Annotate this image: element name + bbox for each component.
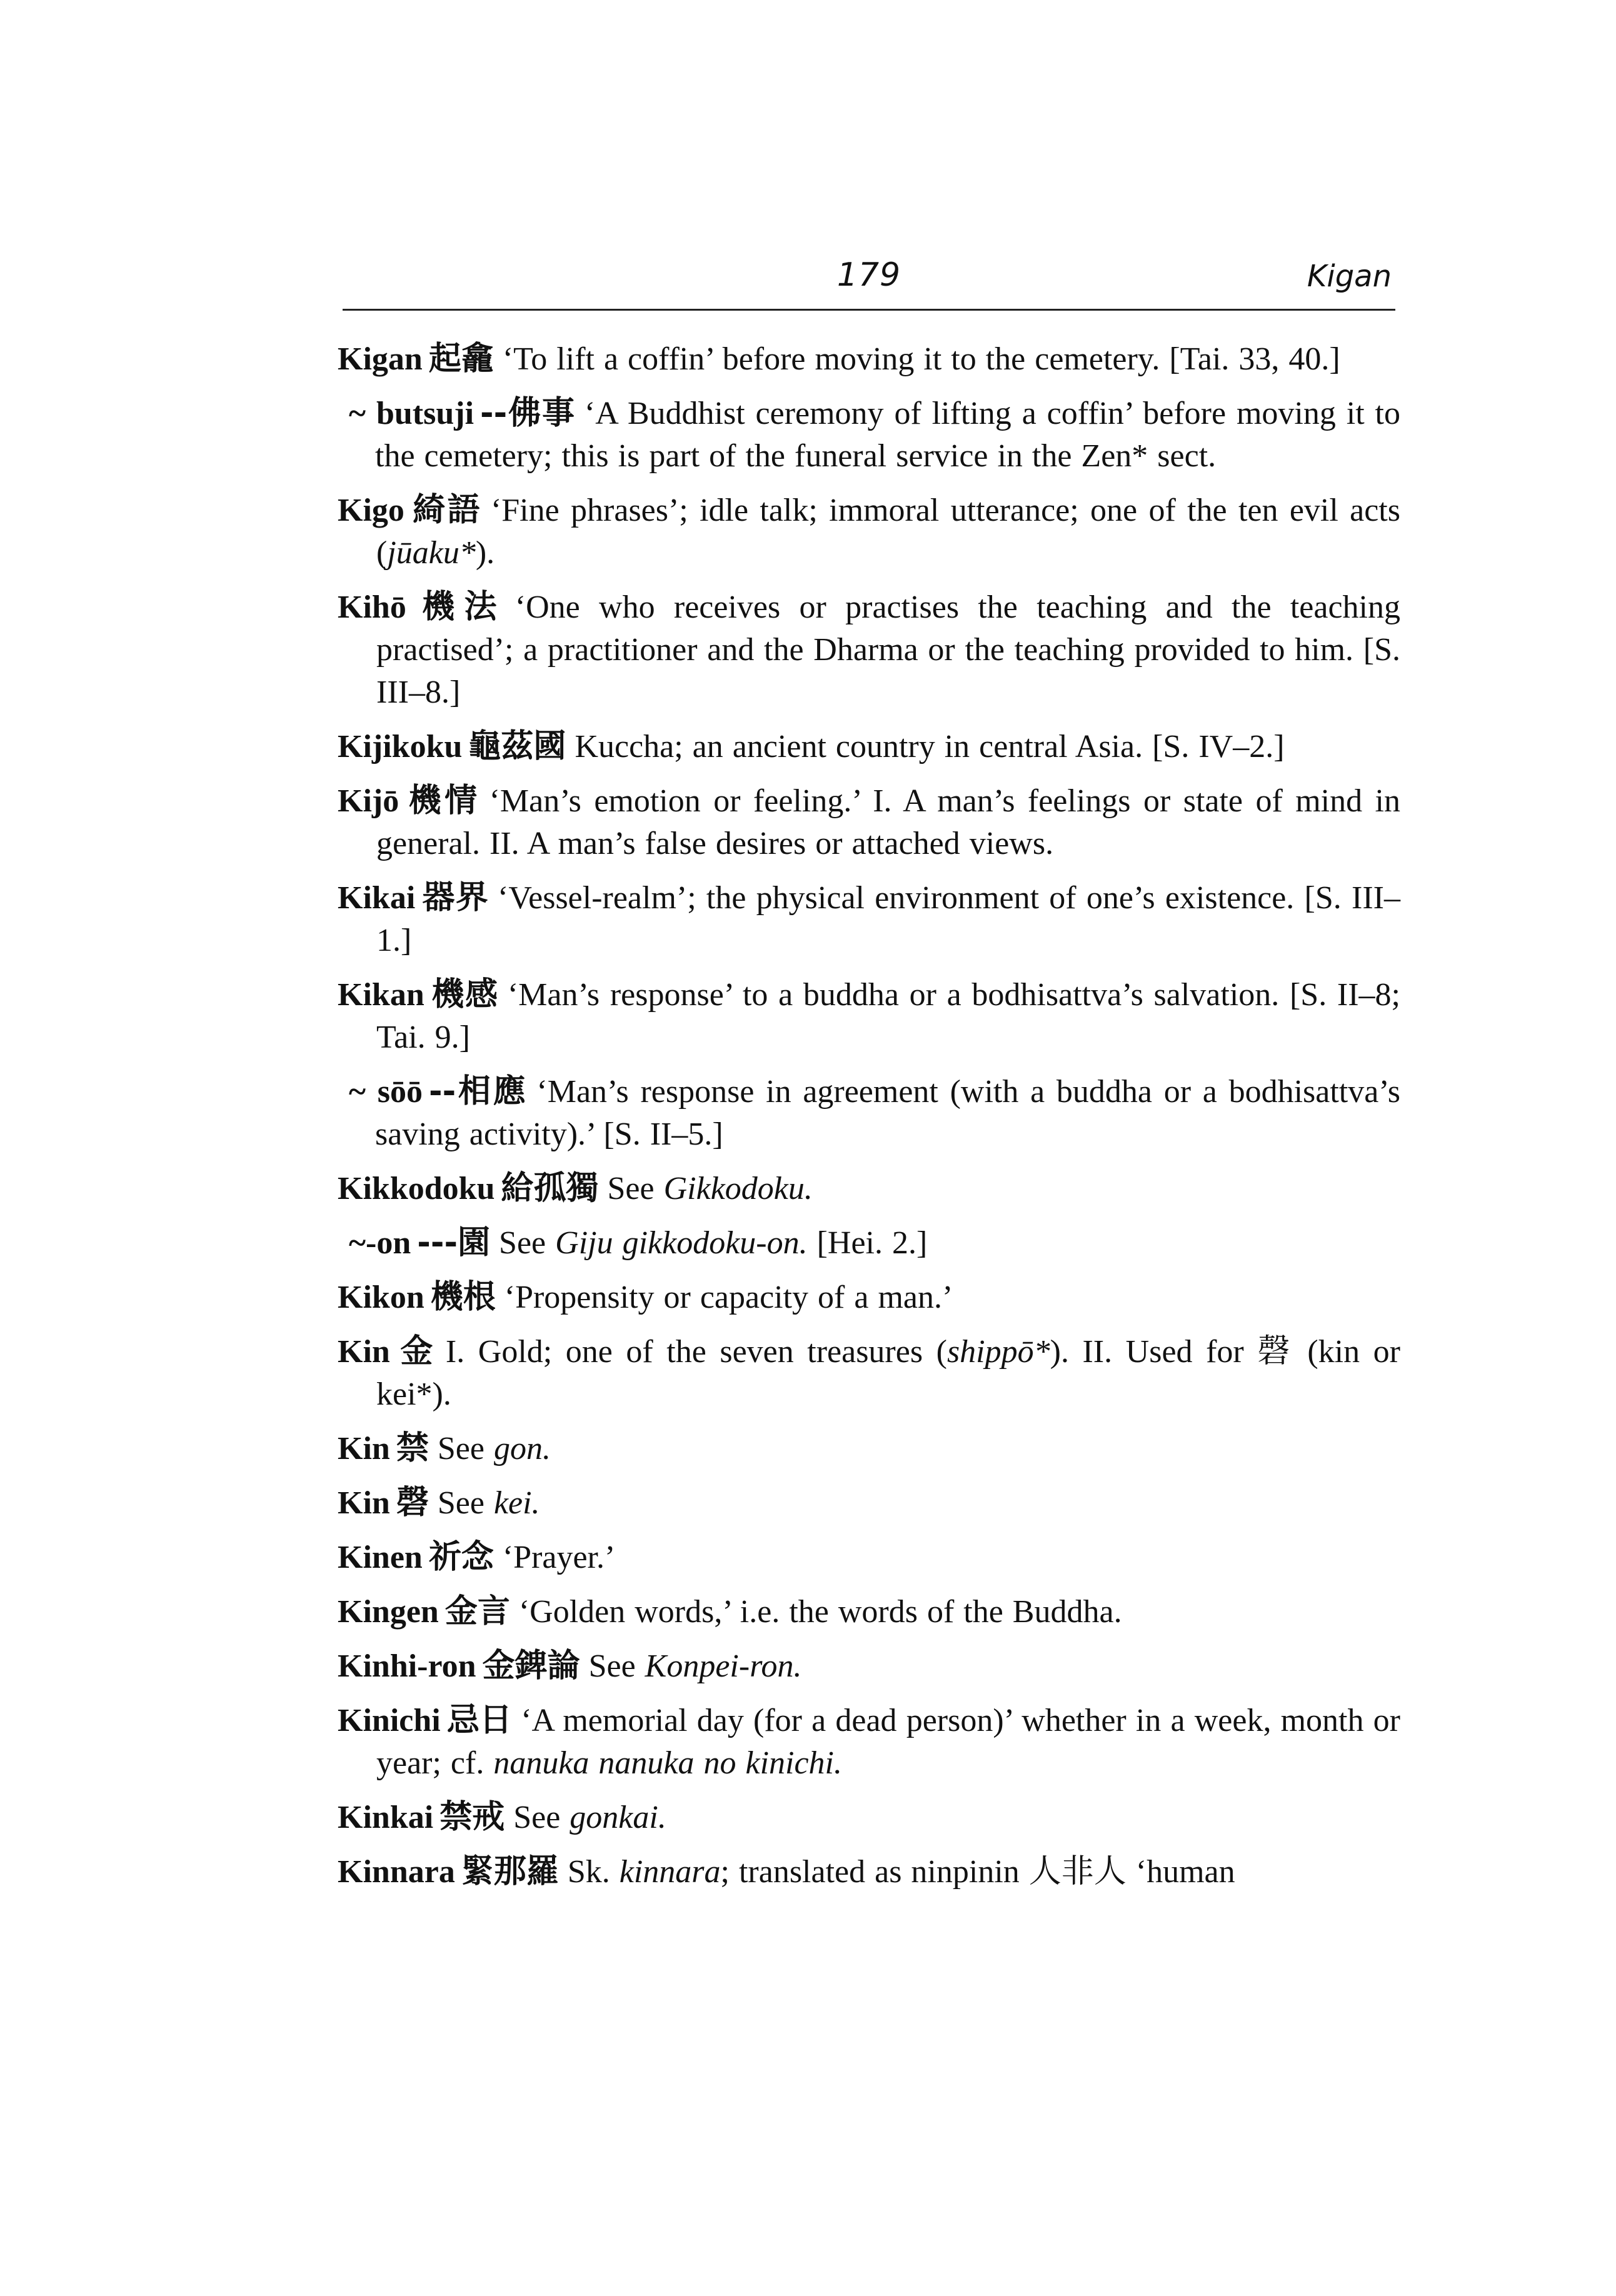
entry-definition-end: ). [475,535,495,571]
page-header [343,249,1395,318]
entry-definition: ‘Man’s response’ to a buddha or a bodhisattva’s salvation. [S. II–8; Tai. 9.] [376,977,1400,1055]
entry-definition: Sk. [567,1854,620,1890]
dictionary-entry [338,338,1400,381]
entry-italic: gonkai. [570,1800,666,1835]
entry-definition: See [499,1225,556,1261]
entry-definition: ‘Fine phrases’; idle talk; immoral utterance; one of the ten evil acts ( [376,493,1400,571]
entry-italic: kinnara [619,1854,721,1890]
entry-headword: Kikai [338,880,416,916]
entry-headword: Kin [338,1431,390,1466]
entry-headword: Kikon [338,1280,424,1315]
entry-definition: See [437,1485,494,1521]
entry-definition: Kuccha; an ancient country in central Asia. [S. IV–2.] [575,729,1285,764]
dictionary-entry [338,1330,1400,1416]
entry-headword: -on [366,1225,411,1261]
entry-italic: Giju gikkodoku-on. [555,1225,808,1261]
entry-headword: Kinhi-ron [338,1648,476,1684]
entry-kanji: 龜茲國 [468,728,566,765]
dictionary-entry [338,1850,1400,1893]
entry-tilde: ~ [349,1225,366,1261]
entry-headword: butsuji [376,396,474,431]
entry-kanji: 磬 [396,1484,429,1521]
entry-definition-end: ). II. Used for 磬 (kin or kei*). [376,1334,1400,1412]
entry-italic: nanuka nanuka no kinichi. [493,1745,842,1781]
entry-headword: Kihō [338,589,406,625]
entry-kanji: 禁 [396,1430,429,1467]
entry-headword: Kin [338,1334,390,1370]
entry-kanji: 器界 [421,879,489,916]
entry-italic: jūaku* [387,535,476,571]
entry-italic: Gikkodoku. [663,1171,813,1206]
entry-italic: shippō* [946,1334,1050,1370]
entry-italic: kei. [493,1485,540,1521]
dictionary-entry [338,1796,1400,1839]
entry-kanji: 忌日 [446,1702,513,1739]
entry-headword: Kin [338,1485,390,1521]
entry-headword: sōō [377,1074,423,1110]
entry-kanji: 禁戒 [439,1798,505,1836]
entry-definition: ‘Propensity or capacity of a man.’ [504,1280,953,1315]
dictionary-entry [338,586,1400,714]
entry-headword: Kinnara [338,1854,455,1890]
entry-kanji: 金言 [444,1593,510,1630]
dictionary-entry [338,973,1400,1059]
entry-definition-end: ; translated as ninpinin 人非人 ‘human [720,1854,1235,1890]
entry-definition: See [513,1800,570,1835]
dictionary-entry [338,1427,1400,1470]
entry-definition: ‘To lift a coffin’ before moving it to the cemetery. [Tai. 33, 40.] [502,341,1340,377]
entry-kanji: 祈念 [428,1538,494,1576]
entry-kanji: 機法 [412,588,506,626]
entry-headword: Kijikoku [338,729,463,764]
entry-definition: ‘Prayer.’ [502,1540,616,1575]
running-head: Kigan [1307,259,1392,294]
entry-kanji: ---園 [417,1224,491,1261]
entry-tilde: ~ [349,1074,366,1110]
dictionary-entry [338,1590,1400,1633]
entry-headword: Kingen [338,1594,439,1630]
entry-headword: Kigan [338,341,423,377]
entry-headword: Kinichi [338,1703,441,1738]
entry-definition: ‘Man’s emotion or feeling.’ I. A man’s feelings or state of mind in general. II. A man’s false desires or attached views. [376,783,1400,861]
dictionary-entry [338,876,1400,962]
entry-definition-end: [Hei. 2.] [807,1225,928,1261]
dictionary-entry [338,1481,1400,1525]
entry-definition: See [437,1431,494,1466]
dictionary-subentry [338,392,1400,478]
entry-definition: ‘One who receives or practises the teaching and the teaching practised’; a practitioner and the Dharma or the teaching provided to him. [S. III–8.] [376,589,1400,710]
dictionary-subentry [338,1221,1400,1265]
dictionary-entry [338,1167,1400,1210]
entry-kanji: 機感 [430,976,499,1013]
entry-headword: Kikkodoku [338,1171,495,1206]
header-rule [343,309,1395,311]
dictionary-subentry [338,1070,1400,1156]
dictionary-entry [338,489,1400,574]
entry-kanji: 機情 [405,782,481,820]
entry-definition: See [588,1648,645,1684]
entry-definition: I. Gold; one of the seven treasures ( [445,1334,947,1370]
entry-headword: Kinkai [338,1800,434,1835]
entry-italic: gon. [493,1431,551,1466]
entry-headword: Kigo [338,493,404,528]
entry-tilde: ~ [349,396,366,431]
entry-definition: See [607,1171,664,1206]
entry-definition: ‘A Buddhist ceremony of lifting a coffin’ before moving it to the cemetery; this is part of the funeral service in the Zen* sect. [375,396,1401,474]
dictionary-entry [338,1699,1400,1785]
entry-headword: Kijō [338,783,399,819]
entry-kanji: --相應 [429,1073,528,1110]
entry-kanji: 緊那羅 [461,1853,559,1890]
entry-definition: ‘Vessel-realm’; the physical environment of one’s existence. [S. III–1.] [376,880,1400,958]
entry-definition: ‘Man’s response in agreement (with a buddha or a bodhisattva’s saving activity).’ [S. II–5.] [375,1074,1400,1152]
entry-kanji: 起龕 [428,340,494,378]
entry-kanji: 機根 [430,1278,496,1316]
entry-kanji: --佛事 [480,394,576,432]
dictionary-entry [338,725,1400,768]
page-number: 179 [836,256,901,294]
dictionary-entry [338,1645,1400,1688]
dictionary-entry [338,780,1400,865]
dictionary-entry [338,1276,1400,1319]
entry-definition: ‘Golden words,’ i.e. the words of the Buddha. [518,1594,1122,1630]
entry-kanji: 給孤獨 [501,1170,599,1207]
entry-kanji: 綺語 [410,491,482,529]
entry-kanji: 金 [396,1333,437,1370]
dictionary-entry [338,1536,1400,1579]
entry-headword: Kinen [338,1540,423,1575]
dictionary-entries [338,338,1400,1905]
entry-kanji: 金錍論 [482,1647,580,1685]
entry-italic: Konpei-ron. [645,1648,802,1684]
entry-definition: ‘A memorial day (for a dead person)’ whether in a week, month or year; cf. [376,1703,1400,1781]
entry-headword: Kikan [338,977,424,1013]
